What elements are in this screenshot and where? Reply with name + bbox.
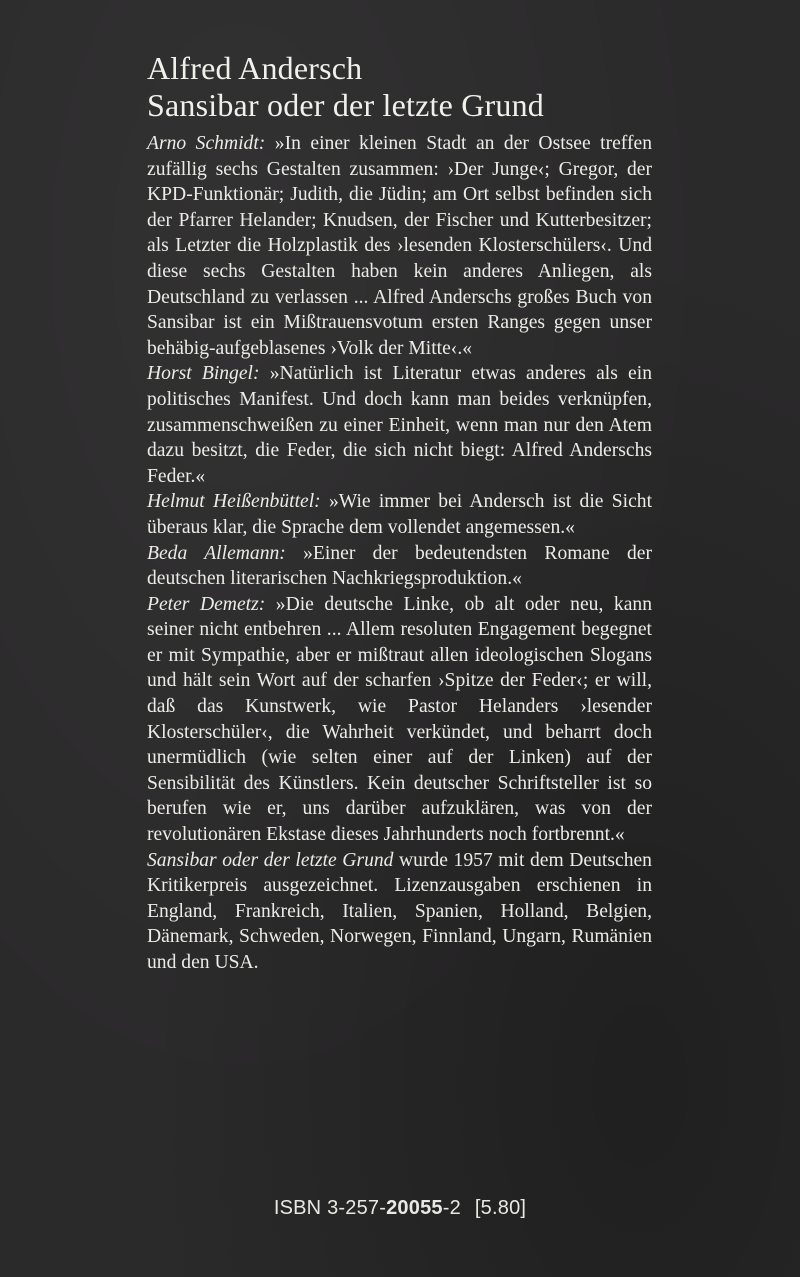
isbn-suffix: -2: [442, 1197, 461, 1219]
critic-name: Horst Bingel:: [147, 363, 260, 385]
review-arno-schmidt: [147, 131, 652, 361]
award-note: [147, 848, 652, 976]
critic-name: Beda Allemann:: [147, 542, 286, 564]
isbn-line: [0, 1197, 800, 1220]
price-label: [5.80]: [474, 1197, 527, 1219]
review-peter-demetz: [147, 592, 652, 848]
award-book-title: Sansibar oder der letzte Grund: [147, 849, 394, 871]
review-quote: »Wie immer bei Andersch ist die Sicht überaus klar, die Sprache dem vollendet angemessen.«: [147, 491, 653, 538]
critic-name: Helmut Heißenbüttel:: [147, 491, 321, 513]
review-quote: »Natürlich ist Literatur etwas anderes als ein politisches Manifest. Und doch kann man beides verknüpfen, zusammenschweißen zu einer Einheit, wenn man nur den Atem dazu besitzt, die Feder, die sich nicht biegt: Alfred Anderschs Feder.«: [147, 363, 652, 487]
isbn-number: 20055: [386, 1197, 443, 1219]
review-quote: »Die deutsche Linke, ob alt oder neu, kann seiner nicht entbehren ... Allem resoluten Engagement begegnet er mit Sympathie, aber er mißtraut allen ideologischen Slogans und hält sein Wort auf der scharfen ›Spitze der Feder‹; er will, daß das Kunstwerk, wie Pastor Helanders ›lesender Klosterschüler‹, die Wahrheit verkündet, und beharrt doch unermüdlich (wie selten einer auf der Linken) auf der Sensibilität des Künstlers. Kein deutscher Schriftsteller ist so berufen wie er, uns darüber aufzuklären, was von der revolutionären Ekstase dieses Jahrhunderts noch fortbrennt.«: [147, 593, 652, 846]
author-name: Alfred Andersch: [147, 50, 363, 86]
review-quote: »Einer der bedeutendsten Romane der deutschen literarischen Nachkriegsproduktion.«: [147, 542, 652, 590]
review-helmut-heissenbuettel: [147, 489, 652, 540]
review-horst-bingel: [147, 361, 652, 489]
award-text: wurde 1957 mit dem Deutschen Kritikerpreis ausgezeichnet. Lizenzausgaben erschienen in England, Frankreich, Italien, Spanien, Holland, Belgien, Dänemark, Schweden, Norwegen, Finnland, Ungarn, Rumänien und den USA.: [147, 849, 652, 973]
critic-name: Peter Demetz:: [147, 593, 266, 615]
book-heading: [147, 50, 767, 124]
book-title: Sansibar oder der letzte Grund: [147, 87, 544, 123]
critic-name: Arno Schmidt:: [147, 133, 266, 154]
review-beda-allemann: [147, 541, 652, 592]
blurb-text: [147, 131, 652, 976]
isbn-prefix: ISBN 3-257-: [273, 1197, 387, 1219]
review-quote: »In einer kleinen Stadt an der Ostsee treffen zufällig sechs Gestalten zusammen: ›Der Junge‹; Gregor, der KPD-Funktionär; Judith, die Jüdin; am Ort selbst befinden sich der Pfarrer Helander; Knudsen, der Fischer und Kutterbesitzer; als Letzter die Holzplastik des ›lesenden Klosterschülers‹. Und diese sechs Gestalten haben kein anderes Anliegen, als Deutschland zu verlassen ... Alfred Anderschs großes Buch von Sansibar ist ein Mißtrauensvotum ersten Ranges gegen unser behäbig-aufgeblasenes ›Volk der Mitte‹.«: [147, 133, 652, 359]
